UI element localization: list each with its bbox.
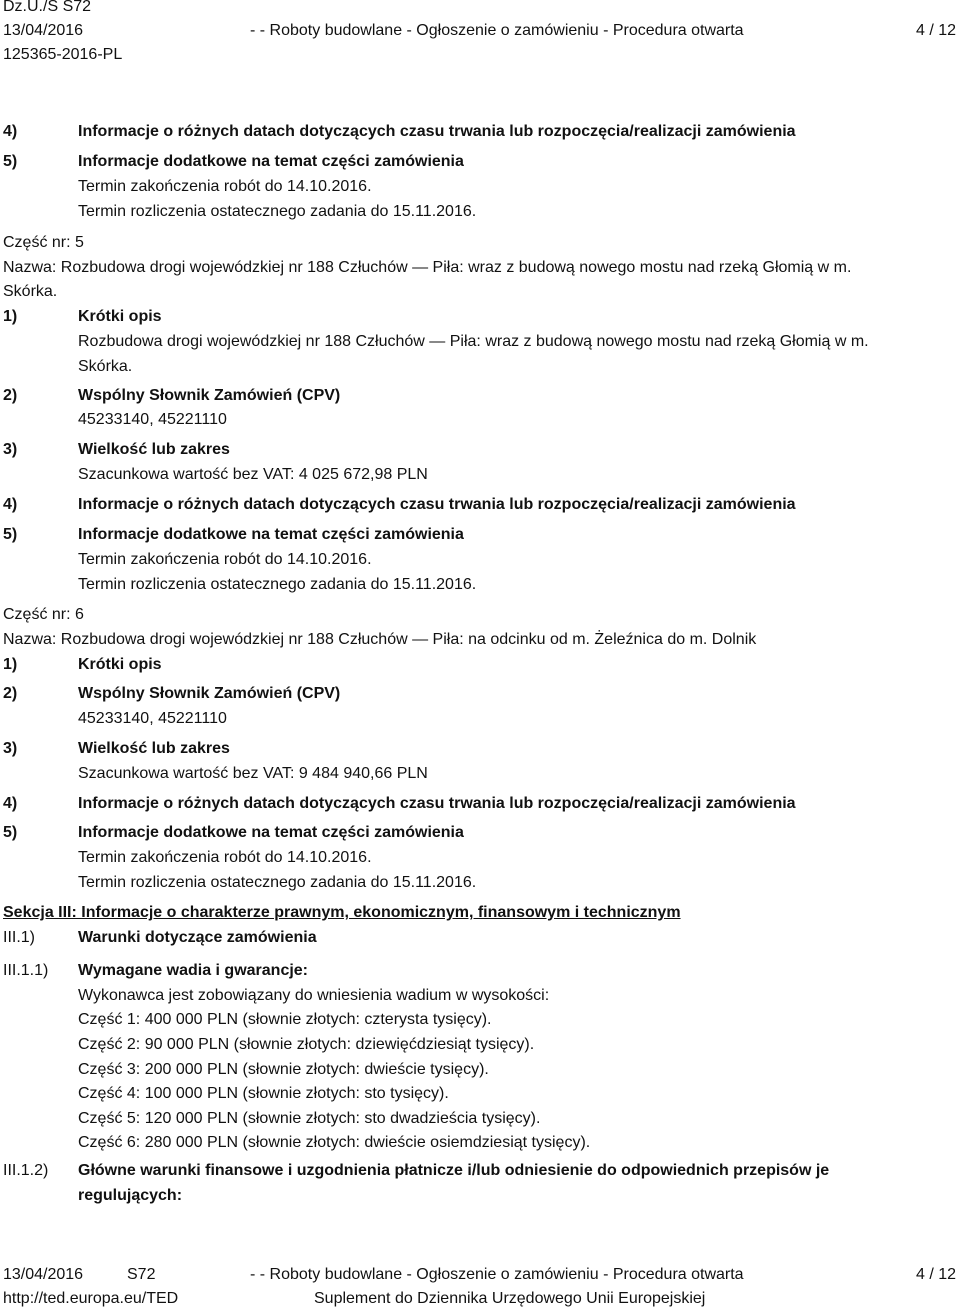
item-label: Wielkość lub zakres (78, 441, 230, 458)
section-3-title: Sekcja III: Informacje o charakterze prawnym, ekonomicznym, finansowym i technicznym (3, 904, 681, 921)
part5-name-line2: Skórka. (3, 283, 58, 300)
footer-page: 4 / 12 (915, 1266, 956, 1283)
item-number: 4) (3, 795, 18, 812)
item-number: 1) (3, 656, 18, 673)
footer-code: S72 (127, 1266, 156, 1283)
item-number: 2) (3, 387, 18, 404)
deposit-line: Część 1: 400 000 PLN (słownie złotych: czterysta tysięcy). (78, 1011, 492, 1028)
item-label: Główne warunki finansowe i uzgodnienia płatnicze i/lub odniesienie do odpowiednich przepisów je (78, 1162, 830, 1179)
deposit-line: Część 6: 280 000 PLN (słownie złotych: dwieście osiemdziesiąt tysięcy). (78, 1134, 591, 1151)
header-title: - - Roboty budowlane - Ogłoszenie o zamówieniu - Procedura otwarta (250, 22, 744, 39)
part5-cpv: 45233140, 45221110 (78, 411, 227, 428)
ted-link[interactable]: http://ted.europa.eu/TED (3, 1290, 179, 1307)
section-3-1-2-line2: regulujących: (78, 1187, 183, 1204)
part5-heading: Część nr: 5 (3, 234, 84, 251)
part6-name-line1: Nazwa: Rozbudowa drogi wojewódzkiej nr 188 Człuchów — Piła: na odcinku od m. Żeleźnica do m. Dolnik (3, 631, 757, 648)
journal-ref: Dz.U./S S72 (3, 0, 92, 15)
item-label: Informacje o różnych datach dotyczących czasu trwania lub rozpoczęcia/realizacji zamówienia (78, 496, 796, 513)
part5-term-2: Termin rozliczenia ostatecznego zadania do 15.11.2016. (78, 576, 477, 593)
item-number: 5) (3, 526, 18, 543)
item-label: Informacje dodatkowe na temat części zamówienia (78, 526, 464, 543)
footer-title: - - Roboty budowlane - Ogłoszenie o zamówieniu - Procedura otwarta (250, 1266, 744, 1283)
item-number: 5) (3, 153, 18, 170)
item-number: 4) (3, 123, 18, 140)
footer-row-1 (0, 1264, 960, 1286)
item-number: 1) (3, 308, 18, 325)
item-label: Informacje o różnych datach dotyczących czasu trwania lub rozpoczęcia/realizacji zamówienia (78, 123, 796, 140)
part5-value: Szacunkowa wartość bez VAT: 4 025 672,98 PLN (78, 466, 428, 483)
item-number: III.1.1) (3, 962, 49, 979)
part6-value: Szacunkowa wartość bez VAT: 9 484 940,66 PLN (78, 765, 428, 782)
top-term-1: Termin zakończenia robót do 14.10.2016. (78, 178, 372, 195)
footer-supplement: Suplement do Dziennika Urzędowego Unii Europejskiej (314, 1290, 706, 1307)
part6-heading: Część nr: 6 (3, 606, 84, 623)
item-number: 5) (3, 824, 18, 841)
item-label: Wielkość lub zakres (78, 740, 230, 757)
item-number: 3) (3, 740, 18, 757)
item-number: III.1.2) (3, 1162, 49, 1179)
deposit-line: Część 4: 100 000 PLN (słownie złotych: sto tysięcy). (78, 1085, 449, 1102)
footer-date: 13/04/2016 (3, 1266, 84, 1283)
part6-term-2: Termin rozliczenia ostatecznego zadania do 15.11.2016. (78, 874, 477, 891)
deposit-line: Część 2: 90 000 PLN (słownie złotych: dziewięćdziesiąt tysięcy). (78, 1036, 535, 1053)
footer-row-2 (0, 1288, 960, 1310)
item-number: 2) (3, 685, 18, 702)
item-number: 3) (3, 441, 18, 458)
header-page: 4 / 12 (915, 22, 956, 39)
deposit-line: Część 3: 200 000 PLN (słownie złotych: dwieście tysięcy). (78, 1061, 489, 1078)
item-label: Krótki opis (78, 656, 162, 673)
item-label: Wspólny Słownik Zamówień (CPV) (78, 685, 341, 702)
item-number: 4) (3, 496, 18, 513)
item-label: Krótki opis (78, 308, 162, 325)
item-label: Wspólny Słownik Zamówień (CPV) (78, 387, 341, 404)
top-term-2: Termin rozliczenia ostatecznego zadania do 15.11.2016. (78, 203, 477, 220)
deposit-line: Część 5: 120 000 PLN (słownie złotych: sto dwadzieścia tysięcy). (78, 1110, 541, 1127)
header-date: 13/04/2016 (3, 22, 84, 39)
part6-cpv: 45233140, 45221110 (78, 710, 227, 727)
header-row-2 (0, 20, 960, 42)
item-label: Informacje o różnych datach dotyczących czasu trwania lub rozpoczęcia/realizacji zamówienia (78, 795, 796, 812)
item-label: Wymagane wadia i gwarancje: (78, 962, 309, 979)
part5-desc-line1: Rozbudowa drogi wojewódzkiej nr 188 Człuchów — Piła: wraz z budową nowego mostu nad rzeką Głomią w m. (78, 333, 869, 350)
item-label: Warunki dotyczące zamówienia (78, 929, 317, 946)
part5-term-1: Termin zakończenia robót do 14.10.2016. (78, 551, 372, 568)
header-row-1 (0, 0, 960, 18)
part5-name-line1: Nazwa: Rozbudowa drogi wojewódzkiej nr 188 Człuchów — Piła: wraz z budową nowego mostu nad rzeką Głomią w m. (3, 259, 852, 276)
header-row-3 (0, 44, 960, 66)
notice-number: 125365-2016-PL (3, 46, 123, 63)
item-number: III.1) (3, 929, 36, 946)
part6-term-1: Termin zakończenia robót do 14.10.2016. (78, 849, 372, 866)
item-label: Informacje dodatkowe na temat części zamówienia (78, 824, 464, 841)
part5-desc-line2: Skórka. (78, 358, 133, 375)
item-label: Informacje dodatkowe na temat części zamówienia (78, 153, 464, 170)
deposit-intro: Wykonawca jest zobowiązany do wniesienia wadium w wysokości: (78, 987, 550, 1004)
